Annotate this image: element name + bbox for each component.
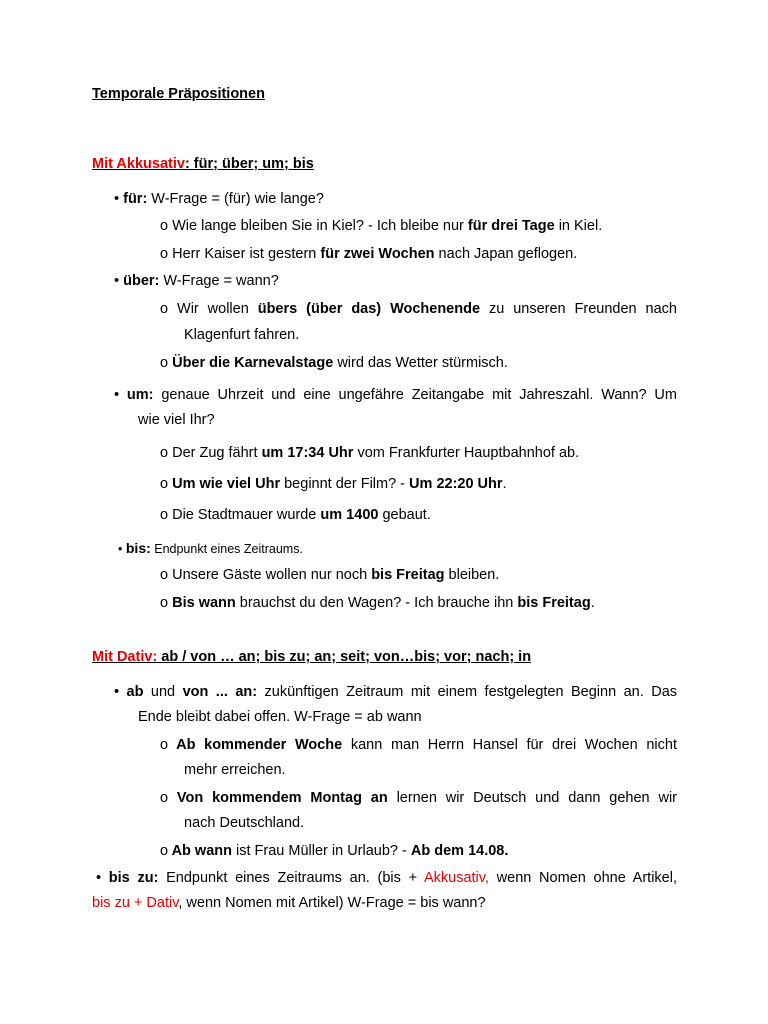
sub-bullet-marker: o xyxy=(160,476,169,492)
bullet-ab-label: von ... an: xyxy=(182,684,258,700)
example-fuer-2 xyxy=(160,244,577,264)
bullet-bis-zu xyxy=(92,868,677,888)
bullet-ueber xyxy=(114,271,279,291)
example-ab-3 xyxy=(160,841,508,861)
example-fuer-1 xyxy=(160,216,602,236)
example-text: lernen wir Deutsch und dann gehen wir xyxy=(387,790,677,806)
example-bis-2 xyxy=(160,593,595,613)
bullet-bis-zu-text: , wenn Nomen mit Artikel) W-Frage = bis wann? xyxy=(178,895,486,911)
page-title xyxy=(92,84,265,104)
bullet-um-cont xyxy=(138,410,215,430)
example-ab-1 xyxy=(160,735,677,755)
example-text: nach Deutschland. xyxy=(184,815,305,831)
bullet-bis-zu-label: bis zu: xyxy=(101,870,159,886)
example-bold: Von kommendem Montag an xyxy=(168,790,388,806)
example-um-1 xyxy=(160,443,579,463)
bullet-ueber-label: über: xyxy=(123,273,160,289)
example-text: Unsere Gäste wollen nur noch xyxy=(168,567,372,583)
example-text: vom Frankfurter Hauptbahnhof ab. xyxy=(353,445,580,461)
example-text: in Kiel. xyxy=(554,218,603,234)
example-ueber-2 xyxy=(160,353,508,373)
example-text: Herr Kaiser ist gestern xyxy=(168,246,321,262)
bullet-icon: • xyxy=(114,273,120,289)
sub-bullet-marker: o xyxy=(160,737,169,753)
example-text: kann man Herrn Hansel für drei Wochen nicht xyxy=(342,737,677,753)
example-ueber-1-cont xyxy=(184,325,299,345)
example-bold: Um wie viel Uhr xyxy=(168,476,281,492)
bullet-bis-zu-text: Endpunkt eines Zeitraums an. (bis + xyxy=(158,870,424,886)
example-bold: bis Freitag xyxy=(371,567,445,583)
example-text: wird das Wetter stürmisch. xyxy=(333,355,508,371)
bullet-bis-label: bis: xyxy=(125,540,151,556)
example-text: beginnt der Film? - xyxy=(280,476,410,492)
bullet-ab-label: ab xyxy=(126,684,144,700)
example-bold: Über die Karnevalstage xyxy=(168,355,334,371)
bullet-fuer-text: W-Frage = (für) wie lange? xyxy=(147,191,324,207)
bullet-icon: • xyxy=(118,542,123,556)
bullet-bis-zu-red: Akkusativ, xyxy=(423,870,489,886)
example-text: brauchst du den Wagen? - Ich brauche ihn xyxy=(235,595,518,611)
example-um-2 xyxy=(160,474,507,494)
example-bold: Ab dem 14.08. xyxy=(410,843,509,859)
sub-bullet-marker: o xyxy=(160,218,169,234)
bullet-icon: • xyxy=(96,870,102,886)
example-text: bleiben. xyxy=(444,567,500,583)
bullet-fuer-label: für: xyxy=(123,191,148,207)
example-bold: für zwei Wochen xyxy=(320,246,435,262)
example-text: . xyxy=(590,595,595,611)
sub-bullet-marker: o xyxy=(160,595,169,611)
example-bis-1 xyxy=(160,565,499,585)
example-text: Die Stadtmauer wurde xyxy=(168,507,321,523)
bullet-um-text: genaue Uhrzeit und eine ungefähre Zeitangabe mit Jahreszahl. Wann? Um xyxy=(153,387,677,403)
section-heading-akkusativ xyxy=(92,154,314,174)
sub-bullet-marker: o xyxy=(160,445,169,461)
bullet-bis-text: Endpunkt eines Zeitraums. xyxy=(150,542,303,556)
example-text: Klagenfurt fahren. xyxy=(184,327,300,343)
example-bold: bis Freitag xyxy=(517,595,591,611)
heading-dativ-label: Mit Dativ: xyxy=(92,649,158,665)
example-um-3 xyxy=(160,505,431,525)
example-bold: für drei Tage xyxy=(467,218,555,234)
example-bold: übers (über das) Wochenende xyxy=(257,301,481,317)
bullet-bis-zu-text: wenn Nomen ohne Artikel, xyxy=(488,870,677,886)
sub-bullet-marker: o xyxy=(160,843,169,859)
example-text: Wie lange bleiben Sie in Kiel? - Ich bleibe nur xyxy=(168,218,468,234)
example-ab-2 xyxy=(160,788,677,808)
sub-bullet-marker: o xyxy=(160,355,169,371)
bullet-um-label: um: xyxy=(126,387,154,403)
sub-bullet-marker: o xyxy=(160,301,169,317)
bullet-icon: • xyxy=(114,684,120,700)
heading-akkusativ-list: : für; über; um; bis xyxy=(184,156,314,172)
example-bold: Um 22:20 Uhr xyxy=(409,476,503,492)
bullet-ab-text: Ende bleibt dabei offen. W-Frage = ab wann xyxy=(138,709,422,725)
example-bold: Ab kommender Woche xyxy=(168,737,343,753)
sub-bullet-marker: o xyxy=(160,246,169,262)
example-bold: um 1400 xyxy=(320,507,379,523)
example-ab-2-cont xyxy=(184,813,304,833)
example-text: mehr erreichen. xyxy=(184,762,286,778)
example-bold: Ab wann xyxy=(168,843,232,859)
bullet-ab-cont xyxy=(138,707,422,727)
example-text: Wir wollen xyxy=(168,301,258,317)
section-heading-dativ xyxy=(92,647,531,667)
example-text: Der Zug fährt xyxy=(168,445,262,461)
sub-bullet-marker: o xyxy=(160,507,169,523)
bullet-um xyxy=(114,385,677,405)
page-title-text: Temporale Präpositionen xyxy=(92,86,265,102)
bullet-bis-zu-red: bis zu + Dativ xyxy=(92,895,179,911)
bullet-bis-zu-cont xyxy=(92,893,486,913)
example-ueber-1 xyxy=(160,299,677,319)
bullet-icon: • xyxy=(114,191,120,207)
bullet-bis xyxy=(118,538,303,559)
bullet-fuer xyxy=(114,189,324,209)
example-text: gebaut. xyxy=(378,507,431,523)
sub-bullet-marker: o xyxy=(160,790,169,806)
example-text: nach Japan geflogen. xyxy=(434,246,578,262)
bullet-ueber-text: W-Frage = wann? xyxy=(159,273,279,289)
sub-bullet-marker: o xyxy=(160,567,169,583)
bullet-icon: • xyxy=(114,387,120,403)
example-bold: Bis wann xyxy=(168,595,236,611)
bullet-ab-text: zukünftigen Zeitraum mit einem festgelegten Beginn an. Das xyxy=(257,684,678,700)
bullet-um-text: wie viel Ihr? xyxy=(138,412,215,428)
bullet-ab-text: und xyxy=(143,684,183,700)
example-text: zu unseren Freunden nach xyxy=(480,301,677,317)
example-text: . xyxy=(502,476,507,492)
example-bold: um 17:34 Uhr xyxy=(261,445,354,461)
bullet-ab xyxy=(114,682,677,702)
example-text: ist Frau Müller in Urlaub? - xyxy=(231,843,411,859)
example-ab-1-cont xyxy=(184,760,286,780)
heading-dativ-list: ab / von … an; bis zu; an; seit; von…bis; vor; nach; in xyxy=(157,649,532,665)
heading-akkusativ-label: Mit Akkusativ xyxy=(92,156,185,172)
